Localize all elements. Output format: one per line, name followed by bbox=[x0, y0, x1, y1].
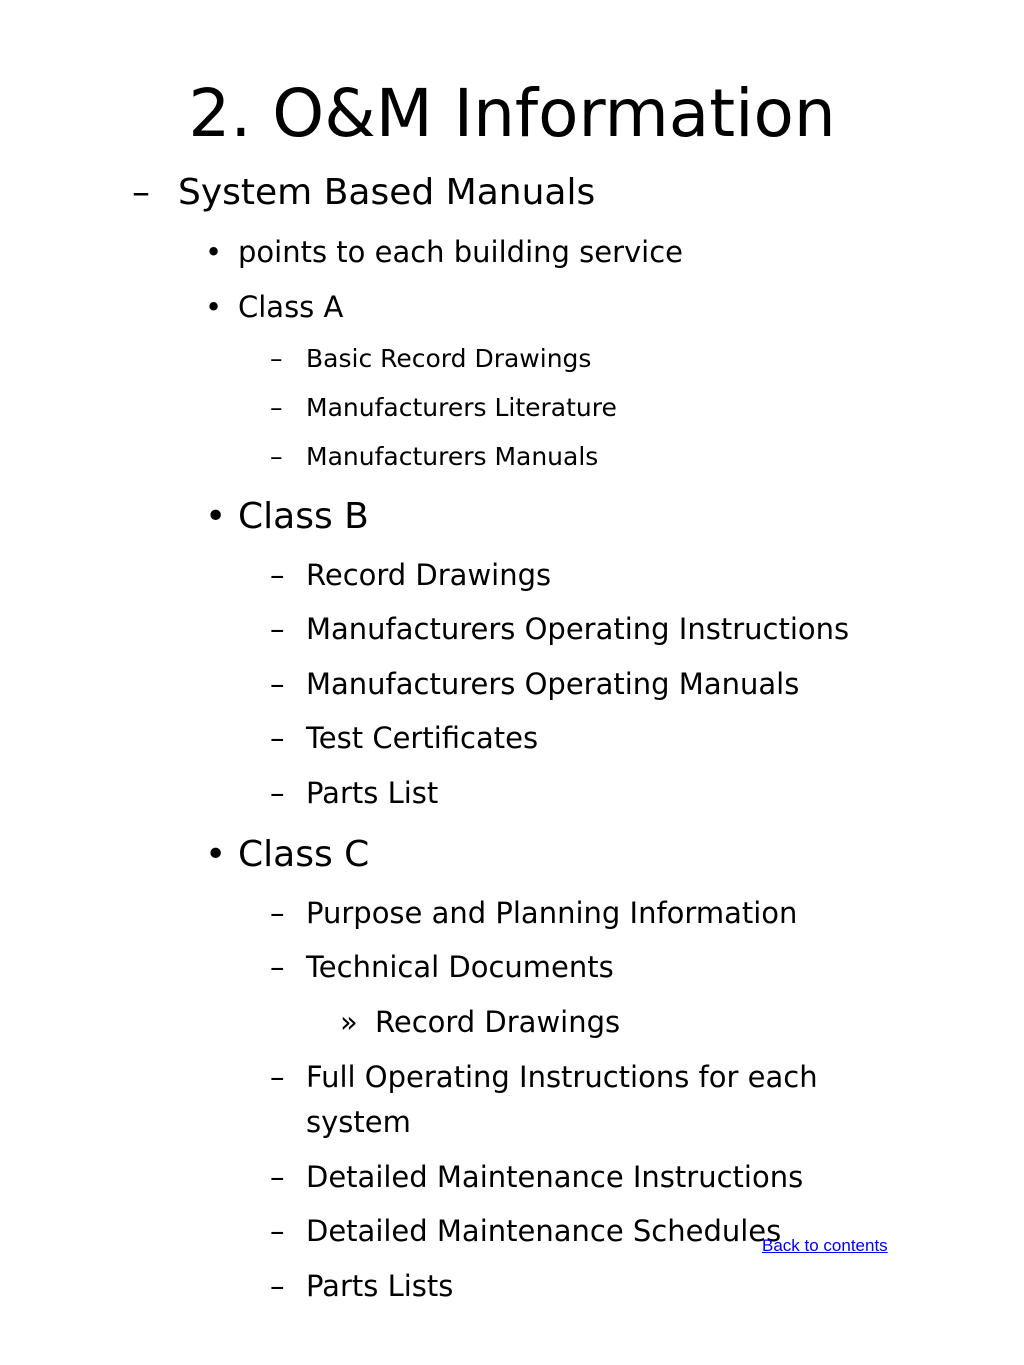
list-marker: » bbox=[340, 1005, 358, 1039]
list-marker: – bbox=[270, 1060, 285, 1094]
list-marker: – bbox=[270, 776, 285, 810]
list-marker: • bbox=[205, 235, 223, 269]
list-item: Manufacturers Operating Manuals bbox=[306, 667, 800, 701]
list-marker: – bbox=[270, 1214, 285, 1248]
list-marker: • bbox=[205, 290, 223, 324]
list-marker: – bbox=[270, 344, 283, 373]
list-item: Basic Record Drawings bbox=[306, 344, 592, 373]
list-marker: – bbox=[270, 558, 285, 592]
list-marker: • bbox=[205, 496, 227, 537]
list-marker: – bbox=[270, 950, 285, 984]
list-marker: • bbox=[205, 834, 227, 875]
list-item: Class A bbox=[238, 290, 344, 324]
list-item: system bbox=[306, 1105, 411, 1139]
list-item: Technical Documents bbox=[306, 950, 614, 984]
list-item: Record Drawings bbox=[375, 1005, 621, 1039]
list-marker: – bbox=[270, 393, 283, 422]
list-item: Manufacturers Operating Instructions bbox=[306, 612, 850, 646]
page-title: 2. O&M Information bbox=[188, 75, 836, 152]
list-item: Detailed Maintenance Instructions bbox=[306, 1160, 804, 1194]
list-marker: – bbox=[270, 667, 285, 701]
list-item: Parts Lists bbox=[306, 1269, 454, 1303]
list-item: Detailed Maintenance Schedules bbox=[306, 1214, 782, 1248]
list-item: Test Certificates bbox=[306, 721, 539, 755]
list-item: Purpose and Planning Information bbox=[306, 896, 798, 930]
back-to-contents-link[interactable]: Back to contents bbox=[762, 1236, 888, 1255]
list-item: System Based Manuals bbox=[178, 172, 596, 213]
list-item: Manufacturers Literature bbox=[306, 393, 617, 422]
list-marker: – bbox=[270, 612, 285, 646]
list-item: Full Operating Instructions for each bbox=[306, 1060, 818, 1094]
list-marker: – bbox=[270, 442, 283, 471]
list-marker: – bbox=[270, 721, 285, 755]
list-item: Class C bbox=[238, 834, 370, 875]
list-marker: – bbox=[270, 896, 285, 930]
list-item: points to each building service bbox=[238, 235, 684, 269]
list-marker: – bbox=[270, 1160, 285, 1194]
list-item: Record Drawings bbox=[306, 558, 552, 592]
list-item: Class B bbox=[238, 496, 369, 537]
list-marker: – bbox=[132, 172, 150, 213]
list-item: Parts List bbox=[306, 776, 439, 810]
list-item: Manufacturers Manuals bbox=[306, 442, 599, 471]
list-marker: – bbox=[270, 1269, 285, 1303]
